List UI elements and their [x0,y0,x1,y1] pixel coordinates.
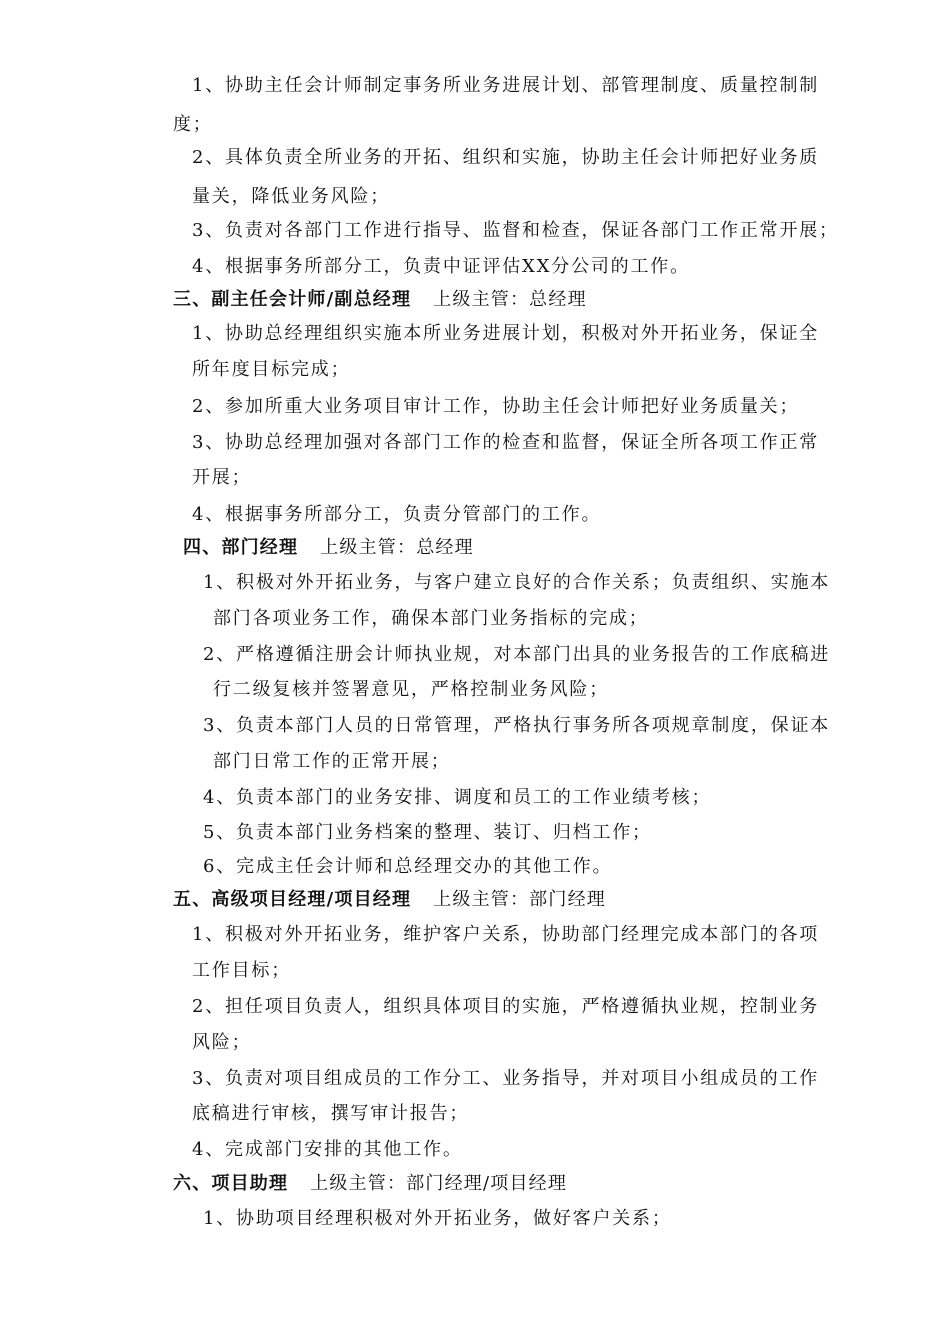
section-title: 五、高级项目经理/项目经理 [173,889,412,910]
duty-item-continuation: 工作目标； [192,960,291,981]
section-title: 三、副主任会计师/副总经理 [173,289,412,310]
duty-item: 5、负责本部门业务档案的整理、装订、归档工作； [203,822,652,843]
duty-item: 4、完成部门安排的其他工作。 [192,1139,463,1160]
duty-item: 2、具体负责全所业务的开拓、组织和实施，协助主任会计师把好业务质 [192,147,820,168]
duty-item-continuation: 度； [173,114,213,135]
section-title: 四、部门经理 [183,537,299,558]
duty-item: 1、协助总经理组织实施本所业务进展计划，积极对外开拓业务，保证全 [192,323,820,344]
superior-label: 上级主管：总经理 [320,537,474,558]
duty-item-continuation: 部门各项业务工作，确保本部门业务指标的完成； [213,608,649,629]
section-heading [183,536,474,560]
superior-label: 上级主管：部门经理/项目经理 [310,1173,568,1194]
superior-label: 上级主管：总经理 [433,289,587,310]
duty-item: 2、严格遵循注册会计师执业规，对本部门出具的业务报告的工作底稿进 [203,644,831,665]
section-title: 六、项目助理 [173,1173,289,1194]
duty-item-continuation: 所年度目标完成； [192,359,351,380]
duty-item: 1、协助项目经理积极对外开拓业务，做好客户关系； [203,1208,672,1229]
section-heading [173,288,587,312]
duty-item: 4、根据事务所部分工，负责中证评估XX分公司的工作。 [192,256,690,277]
duty-item-continuation: 行二级复核并签署意见，严格控制业务风险； [213,679,609,700]
duty-item: 1、积极对外开拓业务，维护客户关系，协助部门经理完成本部门的各项 [192,924,820,945]
superior-label: 上级主管：部门经理 [433,889,606,910]
duty-item: 2、参加所重大业务项目审计工作，协助主任会计师把好业务质量关； [192,396,800,417]
duty-item: 1、积极对外开拓业务，与客户建立良好的合作关系；负责组织、实施本 [203,572,831,593]
section-heading [173,888,606,912]
duty-item-continuation: 底稿进行审核，撰写审计报告； [192,1103,470,1124]
duty-item: 3、协助总经理加强对各部门工作的检查和监督，保证全所各项工作正常 [192,432,820,453]
duty-item: 4、负责本部门的业务安排、调度和员工的工作业绩考核； [203,787,712,808]
duty-item: 3、负责对各部门工作进行指导、监督和检查，保证各部门工作正常开展； [192,220,839,241]
duty-item-continuation: 量关，降低业务风险； [192,186,390,207]
duty-item-continuation: 风险； [192,1032,252,1053]
duty-item: 3、负责本部门人员的日常管理，严格执行事务所各项规章制度，保证本 [203,715,831,736]
duty-item: 3、负责对项目组成员的工作分工、业务指导，并对项目小组成员的工作 [192,1068,820,1089]
duty-item-continuation: 部门日常工作的正常开展； [213,751,451,772]
duty-item-continuation: 开展； [192,467,252,488]
duty-item: 6、完成主任会计师和总经理交办的其他工作。 [203,856,613,877]
duty-item: 1、协助主任会计师制定事务所业务进展计划、部管理制度、质量控制制 [192,75,820,96]
duty-item: 4、根据事务所部分工，负责分管部门的工作。 [192,504,602,525]
duty-item: 2、担任项目负责人，组织具体项目的实施，严格遵循执业规，控制业务 [192,996,820,1017]
section-heading [173,1172,567,1196]
